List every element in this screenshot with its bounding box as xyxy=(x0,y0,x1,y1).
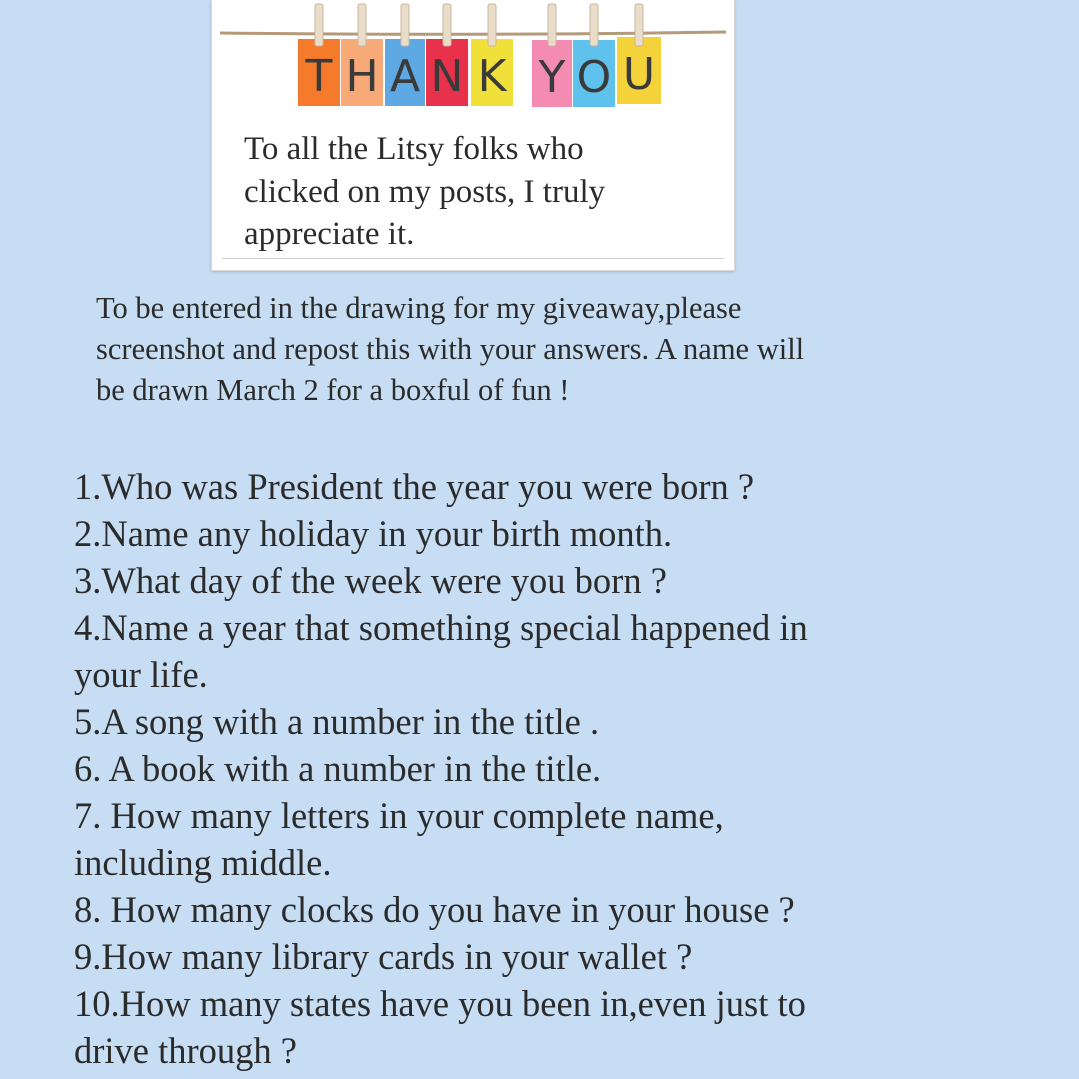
question-line: 1.Who was President the year you were born ? xyxy=(74,466,755,507)
question-line: 5.A song with a number in the title . xyxy=(74,701,600,742)
clothespin-icon xyxy=(635,4,643,46)
banner-letter-card xyxy=(471,4,513,106)
banner-letter-card xyxy=(341,4,383,106)
question-line: your life. xyxy=(74,654,208,695)
thank-you-card xyxy=(211,0,735,271)
card-message-line: To all the Litsy folks who xyxy=(244,131,584,167)
card-message-line: clicked on my posts, I truly xyxy=(244,173,606,210)
banner-letter-card xyxy=(426,4,468,106)
banner-letter: U xyxy=(622,49,656,100)
question-line: 10.How many states have you been in,even just to xyxy=(74,983,806,1024)
banner-letter: Y xyxy=(538,52,566,103)
question-list xyxy=(74,463,1054,1074)
clothespin-icon xyxy=(315,4,323,46)
question-line: 6. A book with a number in the title. xyxy=(74,748,602,789)
clothespin-icon xyxy=(401,4,409,46)
instruction-line: screenshot and repost this with your answers. A name will xyxy=(96,332,805,366)
giveaway-instructions xyxy=(96,288,996,411)
banner-letter: H xyxy=(345,51,379,102)
clothespin-icon xyxy=(548,4,556,46)
thank-you-banner xyxy=(212,0,734,120)
banner-letter: O xyxy=(576,52,612,103)
question-line: 8. How many clocks do you have in your house ? xyxy=(74,889,795,930)
banner-letter: K xyxy=(477,51,507,102)
banner-letter-card xyxy=(532,4,572,107)
question-line: drive through ? xyxy=(74,1030,297,1071)
question-line: 2.Name any holiday in your birth month. xyxy=(74,513,673,554)
banner-letter: A xyxy=(389,51,421,102)
instruction-line: be drawn March 2 for a boxful of fun ! xyxy=(96,373,570,407)
card-message xyxy=(244,128,684,256)
clothespin-icon xyxy=(488,4,496,46)
banner-letter-card xyxy=(617,4,661,104)
card-message-line: appreciate it. xyxy=(244,216,415,252)
instruction-line: To be entered in the drawing for my giveaway,please xyxy=(96,291,742,325)
question-line: including middle. xyxy=(74,842,332,883)
question-line: 9.How many library cards in your wallet ? xyxy=(74,936,693,977)
banner-letter: N xyxy=(430,51,464,102)
banner-letter-card xyxy=(573,4,615,107)
banner-letter-card xyxy=(385,4,425,106)
banner-string xyxy=(220,32,726,34)
clothespin-icon xyxy=(443,4,451,46)
question-line: 4.Name a year that something special happened in xyxy=(74,607,808,648)
banner-letter: T xyxy=(305,51,333,102)
question-line: 7. How many letters in your complete name, xyxy=(74,795,724,836)
thank-you-banner-graphic xyxy=(212,0,734,120)
clothespin-icon xyxy=(590,4,598,46)
clothespin-icon xyxy=(358,4,366,46)
question-line: 3.What day of the week were you born ? xyxy=(74,560,667,601)
card-divider xyxy=(222,258,724,259)
banner-letter-card xyxy=(298,4,340,106)
